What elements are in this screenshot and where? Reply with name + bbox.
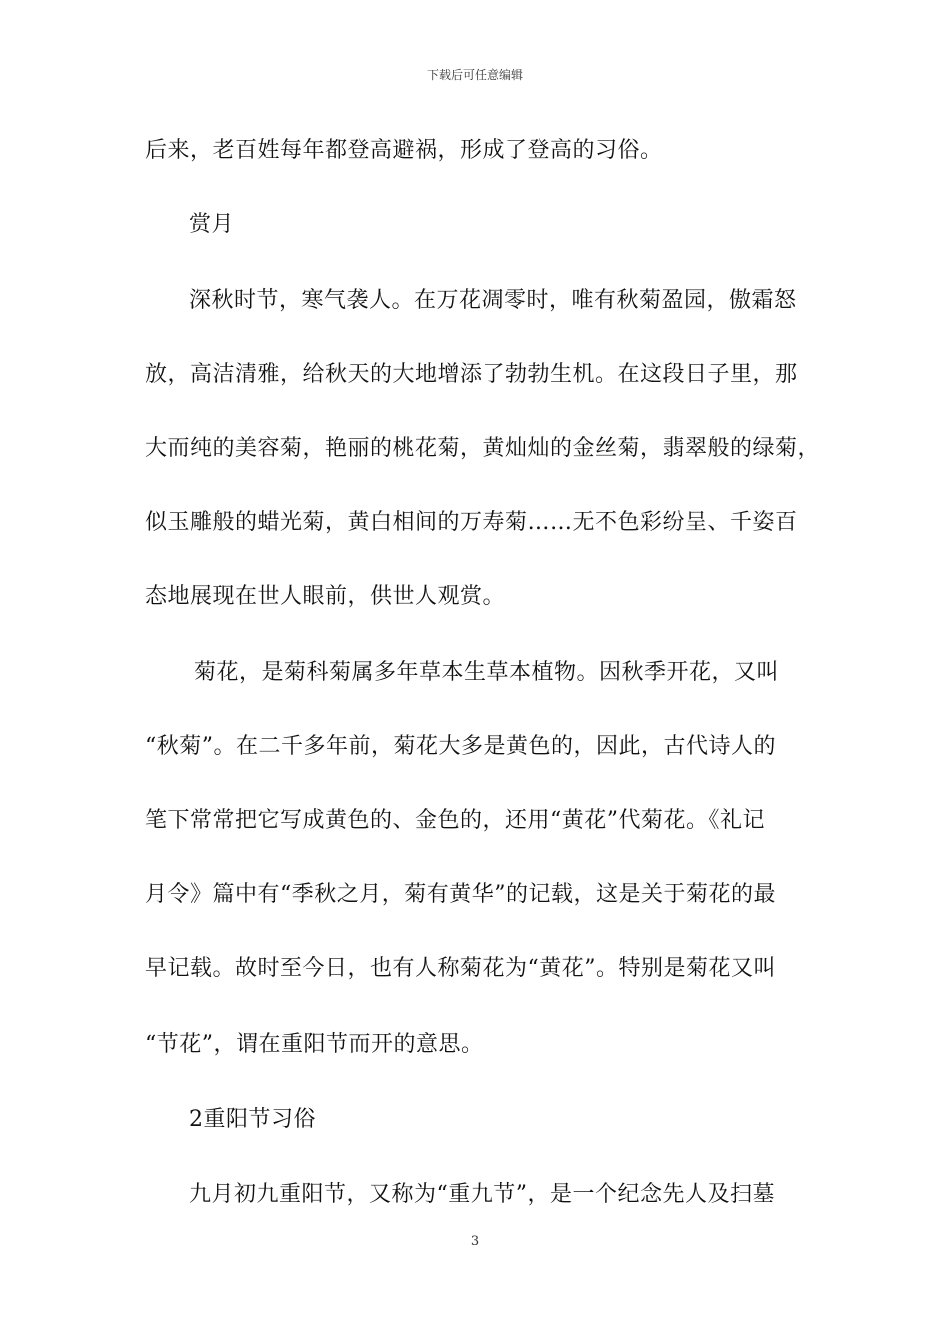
body-line: 深秋时节，寒气袭人。在万花凋零时，唯有秋菊盈园，傲霜怒 xyxy=(189,288,797,313)
body-line: 大而纯的美容菊，艳丽的桃花菊，黄灿灿的金丝菊，翡翠般的绿菊， xyxy=(145,436,821,461)
page-header: 下载后可任意编辑 xyxy=(426,68,523,82)
body-line: “节花”，谓在重阳节而开的意思。 xyxy=(145,1032,484,1057)
body-line: 菊花，是菊科菊属多年草本生草本植物。因秋季开花，又叫 xyxy=(194,660,780,685)
body-line: 笔下常常把它写成黄色的、金色的，还用“黄花”代菊花。《礼记 xyxy=(145,808,765,833)
body-line: “秋菊”。在二千多年前，菊花大多是黄色的，因此，古代诗人的 xyxy=(145,734,776,759)
section-heading: 赏月 xyxy=(189,212,235,237)
body-line: 九月初九重阳节，又称为“重九节”，是一个纪念先人及扫墓 xyxy=(189,1182,775,1207)
section-heading: 2重阳节习俗 xyxy=(189,1107,316,1132)
body-line: 放，高洁清雅，给秋天的大地增添了勃勃生机。在这段日子里，那 xyxy=(145,362,798,387)
body-line: 似玉雕般的蜡光菊，黄白相间的万寿菊……无不色彩纷呈、千姿百 xyxy=(145,510,798,535)
page-number: 3 xyxy=(470,1234,480,1249)
body-line: 后来，老百姓每年都登高避祸，形成了登高的习俗。 xyxy=(145,138,663,163)
body-line: 月令》篇中有“季秋之月，菊有黄华”的记载，这是关于菊花的最 xyxy=(145,882,776,907)
body-line: 态地展现在世人眼前，供世人观赏。 xyxy=(145,584,506,609)
body-line: 早记载。故时至今日，也有人称菊花为“黄花”。特别是菊花又叫 xyxy=(145,956,776,981)
